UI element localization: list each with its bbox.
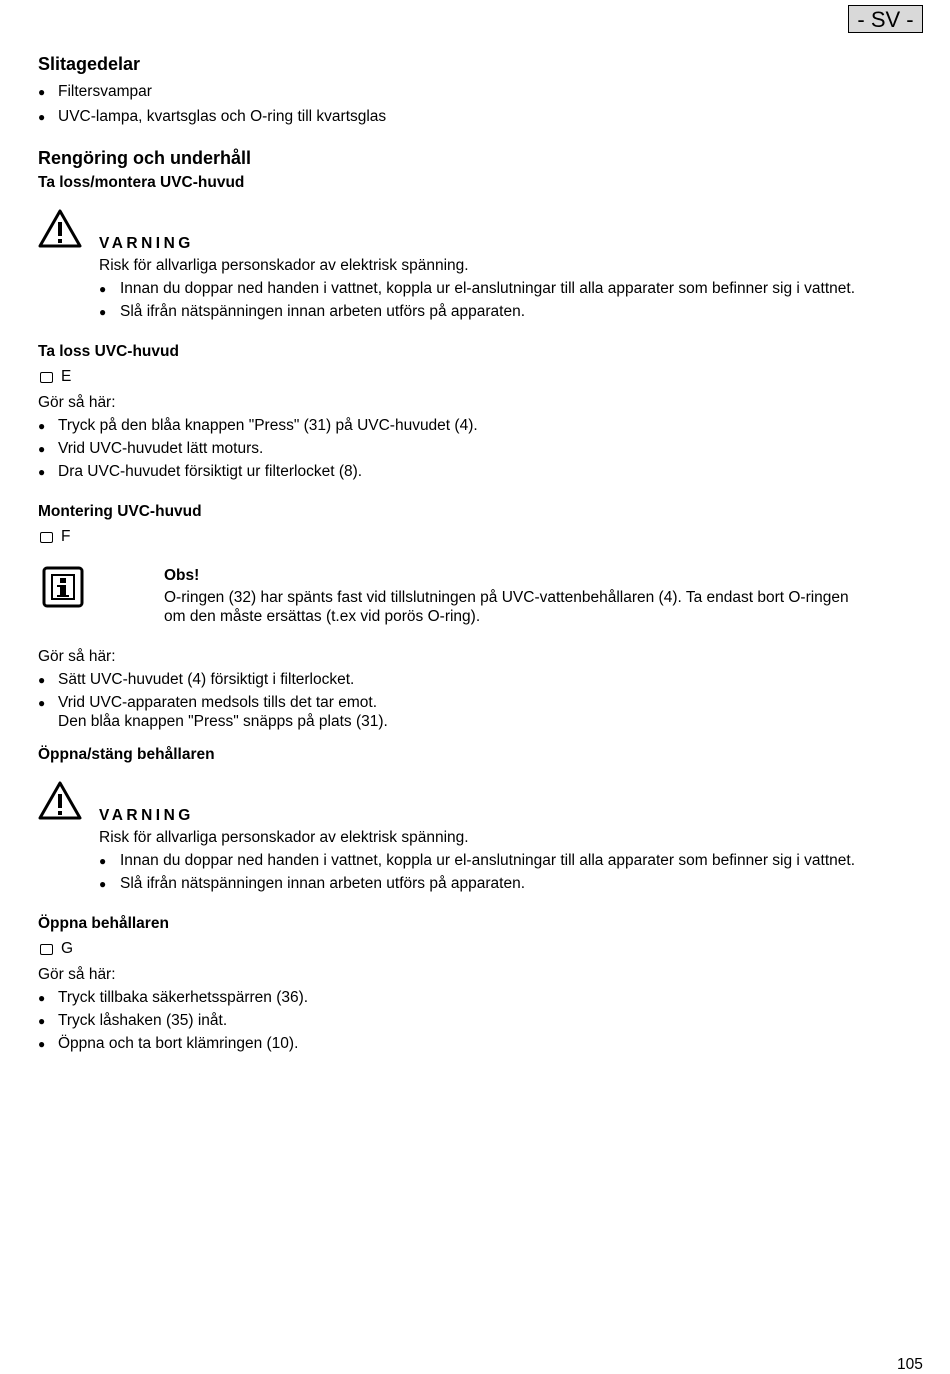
bullet-icon: ●	[38, 110, 46, 124]
note-title: Obs!	[164, 567, 200, 584]
language-tag: - SV -	[848, 5, 923, 33]
bullet-icon: ●	[38, 696, 46, 710]
bullet-icon: ●	[38, 442, 46, 456]
figure-reference: F	[61, 528, 71, 545]
note-text: O-ringen (32) har spänts fast vid tillslutningen på UVC-vattenbehållaren (4). Ta endast bort O-ringen	[164, 589, 849, 606]
figure-reference-icon	[40, 532, 53, 543]
bullet-icon: ●	[38, 991, 46, 1005]
figure-reference: G	[61, 940, 74, 957]
bullet-icon: ●	[99, 305, 107, 319]
remove-uvc-heading: Ta loss UVC-huvud	[38, 343, 179, 360]
warning-title: VARNING	[99, 807, 194, 824]
open-container-heading: Öppna behållaren	[38, 915, 169, 932]
mount-uvc-heading: Montering UVC-huvud	[38, 503, 202, 520]
warning-title: VARNING	[99, 235, 194, 252]
list-item: Sätt UVC-huvudet (4) försiktigt i filterlocket.	[58, 671, 355, 688]
cleaning-subheading: Ta loss/montera UVC-huvud	[38, 174, 245, 191]
open-close-heading: Öppna/stäng behållaren	[38, 746, 215, 763]
list-item: Tryck låshaken (35) inåt.	[58, 1012, 228, 1029]
list-item: Slå ifrån nätspänningen innan arbeten utförs på apparaten.	[120, 875, 526, 892]
list-item: Innan du doppar ned handen i vattnet, koppla ur el-anslutningar till alla apparater som befinner sig i vattnet.	[120, 280, 856, 297]
figure-reference-icon	[40, 372, 53, 383]
bullet-icon: ●	[99, 877, 107, 891]
page-number: 105	[897, 1356, 923, 1373]
instruction-intro: Gör så här:	[38, 966, 116, 983]
list-item-continuation: Den blåa knappen "Press" snäpps på plats (31).	[58, 713, 388, 730]
bullet-icon: ●	[38, 1014, 46, 1028]
list-item: UVC-lampa, kvartsglas och O-ring till kvartsglas	[58, 108, 387, 125]
info-icon	[42, 566, 84, 608]
note-text: om den måste ersättas (t.ex vid porös O-ring).	[164, 608, 481, 625]
bullet-icon: ●	[99, 282, 107, 296]
bullet-icon: ●	[38, 673, 46, 687]
figure-reference: E	[61, 368, 72, 385]
list-item: Slå ifrån nätspänningen innan arbeten utförs på apparaten.	[120, 303, 526, 320]
list-item: Dra UVC-huvudet försiktigt ur filterlocket (8).	[58, 463, 363, 480]
warning-text: Risk för allvarliga personskador av elektrisk spänning.	[99, 829, 469, 846]
warning-triangle-icon	[38, 781, 82, 821]
bullet-icon: ●	[99, 854, 107, 868]
cleaning-heading: Rengöring och underhåll	[38, 148, 252, 168]
bullet-icon: ●	[38, 85, 46, 99]
list-item: Tryck på den blåa knappen "Press" (31) på UVC-huvudet (4).	[58, 417, 478, 434]
list-item: Vrid UVC-huvudet lätt moturs.	[58, 440, 264, 457]
list-item: Tryck tillbaka säkerhetsspärren (36).	[58, 989, 309, 1006]
figure-reference-icon	[40, 944, 53, 955]
list-item: Filtersvampar	[58, 83, 152, 100]
list-item: Öppna och ta bort klämringen (10).	[58, 1035, 299, 1052]
list-item: Innan du doppar ned handen i vattnet, koppla ur el-anslutningar till alla apparater som befinner sig i vattnet.	[120, 852, 856, 869]
wear-parts-heading: Slitagedelar	[38, 54, 141, 74]
bullet-icon: ●	[38, 419, 46, 433]
instruction-intro: Gör så här:	[38, 394, 116, 411]
bullet-icon: ●	[38, 465, 46, 479]
warning-text: Risk för allvarliga personskador av elektrisk spänning.	[99, 257, 469, 274]
instruction-intro: Gör så här:	[38, 648, 116, 665]
list-item: Vrid UVC-apparaten medsols tills det tar emot.	[58, 694, 378, 711]
bullet-icon: ●	[38, 1037, 46, 1051]
warning-triangle-icon	[38, 209, 82, 249]
